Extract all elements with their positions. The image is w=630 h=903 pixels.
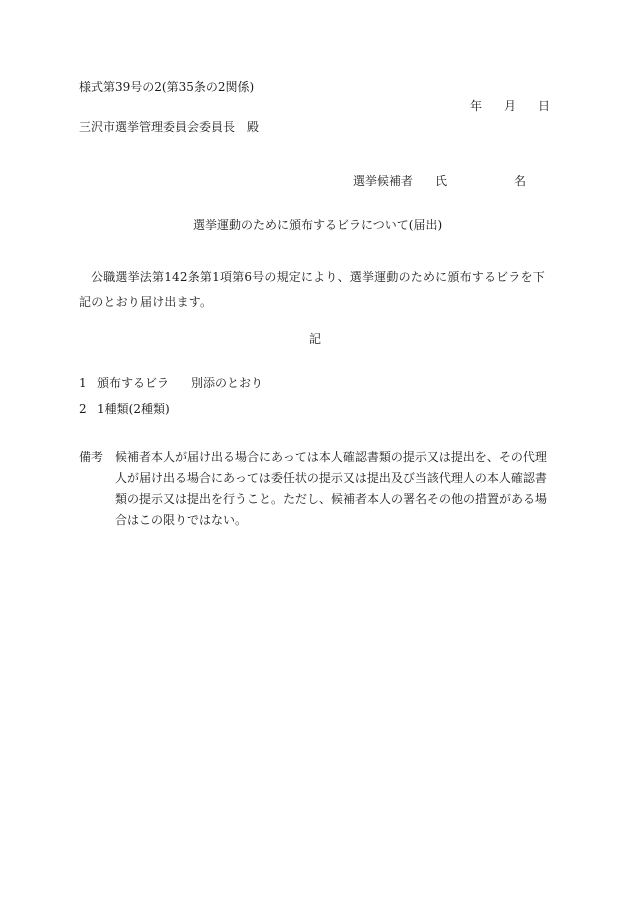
remarks-text: 候補者本人が届け出る場合にあっては本人確認書類の提示又は提出を、その代理人が届け出る場合にあっては委任状の提示又は提出及び当該代理人の本人確認書類の提示又は提出を行うこと。ただし、候補者本人の署名その他の措置がある場合はこの限りではない。	[115, 450, 548, 527]
candidate-given-label: 名	[514, 174, 527, 188]
remarks-label: 備考	[79, 450, 104, 464]
item-label: 頒布するビラ	[97, 376, 170, 390]
recipient-line: 三沢市選挙管理委員会委員長 殿	[79, 120, 260, 134]
list-item	[79, 377, 263, 389]
date-line	[470, 100, 550, 112]
body-paragraph: 公職選挙法第142条第1項第6号の規定により、選挙運動のために頒布するビラを下記のとおり届け出ます。	[79, 270, 545, 309]
candidate-label: 選挙候補者	[353, 174, 414, 188]
list-item	[79, 403, 170, 415]
date-year-label: 年	[470, 99, 483, 113]
date-day-label: 日	[538, 99, 551, 113]
candidate-line	[353, 175, 526, 187]
item-number: 2	[79, 402, 87, 416]
date-month-label: 月	[504, 99, 517, 113]
form-number-label: 様式第39号の2(第35条の2関係)	[79, 80, 255, 94]
item-value: 別添のとおり	[191, 376, 264, 390]
candidate-surname-label: 氏	[435, 174, 448, 188]
item-number: 1	[79, 376, 87, 390]
item-label: 1種類(2種類)	[97, 402, 170, 416]
ki-heading: 記	[309, 332, 322, 346]
document-title: 選挙運動のために頒布するビラについて(届出)	[193, 218, 443, 232]
